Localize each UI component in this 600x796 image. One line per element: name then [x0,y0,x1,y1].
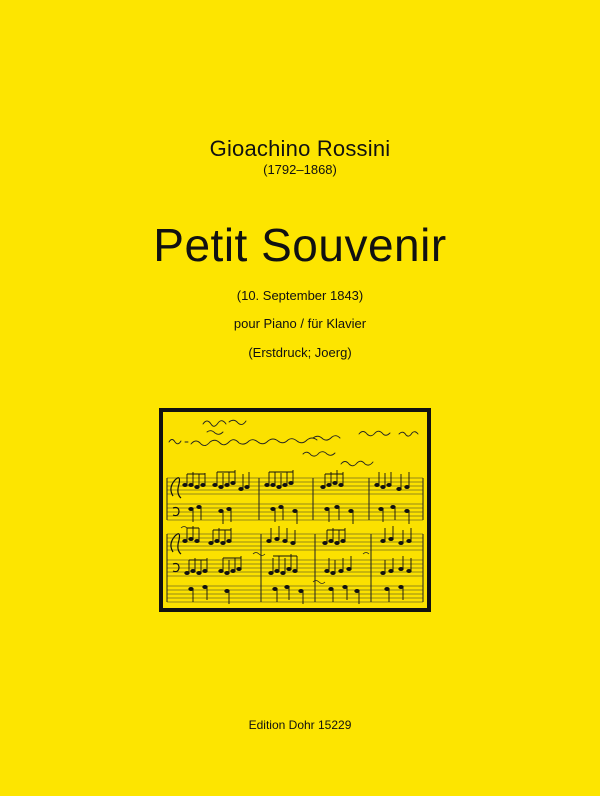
manuscript-image [159,408,431,612]
instrument-line: pour Piano / für Klavier [233,316,367,331]
publisher-edition: Edition Dohr 15229 [248,718,352,732]
page-title: Petit Souvenir [153,219,447,271]
composer-dates: (1792–1868) [263,162,337,177]
edition-note: (Erstdruck; Joerg) [248,345,352,360]
composition-date: (10. September 1843) [236,288,364,303]
composer-name: Gioachino Rossini [209,136,391,161]
handwritten-score-image [163,412,427,608]
